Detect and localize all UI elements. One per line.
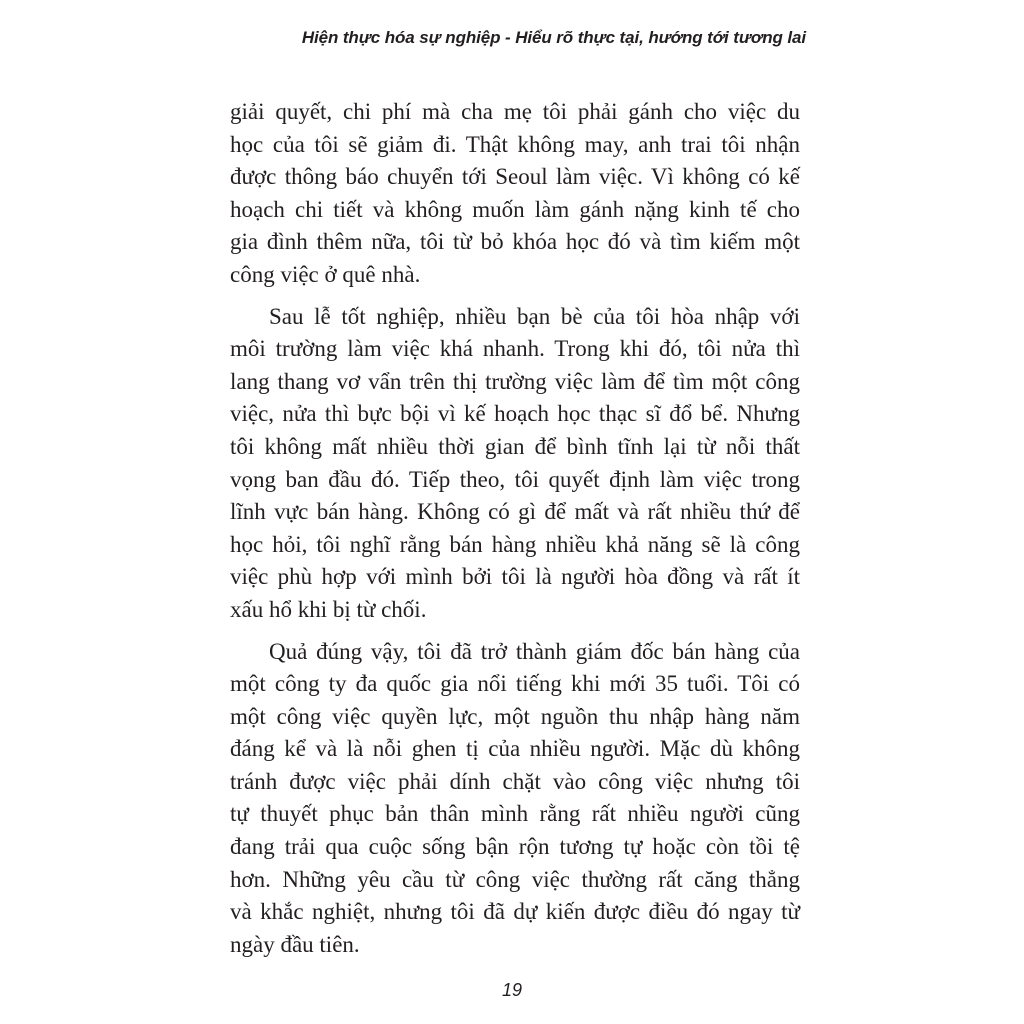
text-line: Quả đúng vậy, tôi đã trở thành giám đốc bán hàng của [269,638,800,664]
text-line: và khắc nghiệt, nhưng tôi đã dự kiến được điều đó ngay từ [230,899,800,925]
text-line: được thông báo chuyển tới Seoul làm việc. Vì không có kế [230,164,800,190]
text-line: môi trường làm việc khá nhanh. Trong khi đó, tôi nửa thì [230,336,800,362]
paragraph-2 [230,301,800,627]
text-line: hơn. Những yêu cầu từ công việc thường rất căng thẳng [230,866,800,892]
page-number: 19 [501,980,523,1000]
text-line: hoạch chi tiết và không muốn làm gánh nặng kinh tế cho [230,196,800,222]
text-line: lĩnh vực bán hàng. Không có gì để mất và rất nhiều thứ để [230,499,800,525]
text-line: một công việc quyền lực, một nguồn thu nhập hàng năm [230,703,800,729]
text-line: giải quyết, chi phí mà cha mẹ tôi phải gánh cho việc du [230,99,800,124]
paragraph-1 [230,96,800,292]
paragraph-3 [230,636,800,962]
text-line: học hỏi, tôi nghĩ rằng bán hàng nhiều khả năng sẽ là công [230,531,800,557]
text-line: lang thang vơ vẩn trên thị trường việc làm để tìm một công [230,368,800,394]
running-header: Hiện thực hóa sự nghiệp - Hiểu rõ thực tại, hướng tới tương lai [301,28,806,47]
body-text [230,96,800,970]
text-line: tự thuyết phục bản thân mình rằng rất nhiều người cũng [230,801,800,827]
text-line: tôi không mất nhiều thời gian để bình tĩnh lại từ nỗi thất [230,433,800,459]
text-line: một công ty đa quốc gia nổi tiếng khi mới 35 tuổi. Tôi có [230,671,800,697]
text-line: xấu hổ khi bị từ chối. [230,596,427,622]
text-line: vọng ban đầu đó. Tiếp theo, tôi quyết định làm việc trong [230,466,800,492]
text-line: công việc ở quê nhà. [230,261,421,287]
text-line: đang trải qua cuộc sống bận rộn tương tự hoặc còn tồi tệ [230,834,800,860]
text-line: đáng kể và là nỗi ghen tị của nhiều người. Mặc dù không [230,736,800,762]
text-line: tránh được việc phải dính chặt vào công việc nhưng tôi [230,768,800,794]
text-line: gia đình thêm nữa, tôi từ bỏ khóa học đó và tìm kiếm một [230,229,800,255]
text-line: học của tôi sẽ giảm đi. Thật không may, anh trai tôi nhận [230,131,800,157]
text-line: việc phù hợp với mình bởi tôi là người hòa đồng và rất ít [230,564,800,590]
text-line: Sau lễ tốt nghiệp, nhiều bạn bè của tôi hòa nhập với [269,303,800,329]
text-line: việc, nửa thì bực bội vì kế hoạch học thạc sĩ đổ bể. Nhưng [230,401,800,427]
text-line: ngày đầu tiên. [230,931,360,957]
